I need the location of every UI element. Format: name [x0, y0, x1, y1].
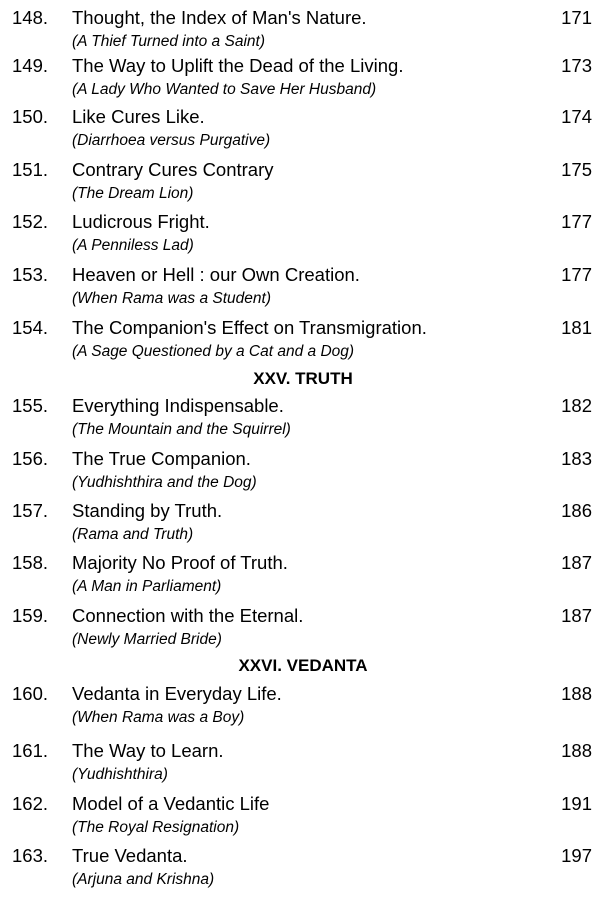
entry-subtitle: (The Dream Lion)	[72, 185, 194, 202]
entry-subtitle: (A Penniless Lad)	[72, 237, 194, 254]
entry-subtitle: (Diarrhoea versus Purgative)	[72, 132, 271, 149]
entry-number: 150.	[12, 106, 49, 127]
toc-entry	[0, 159, 600, 207]
entry-title: Heaven or Hell : our Own Creation.	[72, 264, 360, 285]
entry-number: 159.	[12, 605, 49, 626]
entry-page-number: 186	[561, 500, 592, 521]
entry-number: 163.	[12, 845, 49, 866]
entry-title: Vedanta in Everyday Life.	[72, 683, 282, 704]
section-heading	[0, 369, 600, 389]
entry-page-number: 183	[561, 448, 592, 469]
entry-subtitle: (The Royal Resignation)	[72, 819, 240, 836]
entry-subtitle: (Arjuna and Krishna)	[72, 871, 215, 888]
entry-subtitle: (Rama and Truth)	[72, 526, 194, 543]
entry-number: 160.	[12, 683, 49, 704]
toc-entry	[0, 55, 600, 103]
toc-entry	[0, 793, 600, 841]
entry-number: 157.	[12, 500, 49, 521]
entry-subtitle: (A Man in Parliament)	[72, 578, 222, 595]
entry-subtitle: (A Thief Turned into a Saint)	[72, 33, 265, 50]
toc-entry	[0, 448, 600, 496]
entry-page-number: 177	[561, 264, 592, 285]
toc-entry	[0, 317, 600, 365]
entry-subtitle: (A Lady Who Wanted to Save Her Husband)	[72, 81, 377, 98]
entry-title: The Way to Learn.	[72, 740, 224, 761]
toc-entry	[0, 845, 600, 893]
toc-entry	[0, 106, 600, 154]
entry-subtitle: (Yudhishthira and the Dog)	[72, 474, 257, 491]
entry-title: Everything Indispensable.	[72, 395, 284, 416]
entry-number: 151.	[12, 159, 49, 180]
entry-number: 152.	[12, 211, 49, 232]
entry-title: Contrary Cures Contrary	[72, 159, 274, 180]
entry-page-number: 181	[561, 317, 592, 338]
entry-number: 154.	[12, 317, 49, 338]
entry-number: 155.	[12, 395, 49, 416]
entry-subtitle: (When Rama was a Student)	[72, 290, 272, 307]
entry-page-number: 174	[561, 106, 592, 127]
entry-title: True Vedanta.	[72, 845, 188, 866]
toc-entry	[0, 211, 600, 259]
entry-subtitle: (Yudhishthira)	[72, 766, 168, 783]
toc-entry	[0, 264, 600, 312]
entry-number: 156.	[12, 448, 49, 469]
section-heading-text: XXV. TRUTH	[253, 369, 353, 388]
entry-title: Like Cures Like.	[72, 106, 205, 127]
entry-page-number: 191	[561, 793, 592, 814]
entry-page-number: 173	[561, 55, 592, 76]
entry-page-number: 182	[561, 395, 592, 416]
toc-entry	[0, 683, 600, 731]
toc-entry	[0, 552, 600, 600]
entry-title: The True Companion.	[72, 448, 251, 469]
entry-page-number: 175	[561, 159, 592, 180]
entry-page-number: 177	[561, 211, 592, 232]
entry-number: 149.	[12, 55, 49, 76]
entry-title: Standing by Truth.	[72, 500, 223, 521]
section-heading-text: XXVI. VEDANTA	[238, 656, 368, 675]
entry-title: Connection with the Eternal.	[72, 605, 304, 626]
entry-subtitle: (Newly Married Bride)	[72, 631, 222, 648]
toc-entry	[0, 605, 600, 653]
entry-title: The Way to Uplift the Dead of the Living.	[72, 55, 404, 76]
entry-number: 158.	[12, 552, 49, 573]
entry-title: Majority No Proof of Truth.	[72, 552, 288, 573]
entry-page-number: 171	[561, 7, 592, 28]
entry-number: 162.	[12, 793, 49, 814]
entry-page-number: 187	[561, 552, 592, 573]
section-heading	[0, 656, 600, 676]
toc-entry	[0, 500, 600, 548]
toc-entry	[0, 395, 600, 443]
entry-subtitle: (The Mountain and the Squirrel)	[72, 421, 291, 438]
entry-title: Model of a Vedantic Life	[72, 793, 270, 814]
entry-subtitle: (A Sage Questioned by a Cat and a Dog)	[72, 343, 355, 360]
entry-number: 153.	[12, 264, 49, 285]
entry-title: Thought, the Index of Man's Nature.	[72, 7, 367, 28]
entry-page-number: 188	[561, 740, 592, 761]
entry-page-number: 188	[561, 683, 592, 704]
entry-page-number: 197	[561, 845, 592, 866]
entry-subtitle: (When Rama was a Boy)	[72, 709, 245, 726]
toc-entry	[0, 740, 600, 788]
entry-page-number: 187	[561, 605, 592, 626]
entry-title: The Companion's Effect on Transmigration.	[72, 317, 427, 338]
entry-number: 161.	[12, 740, 49, 761]
entry-title: Ludicrous Fright.	[72, 211, 210, 232]
entry-number: 148.	[12, 7, 49, 28]
toc-entry	[0, 7, 600, 55]
